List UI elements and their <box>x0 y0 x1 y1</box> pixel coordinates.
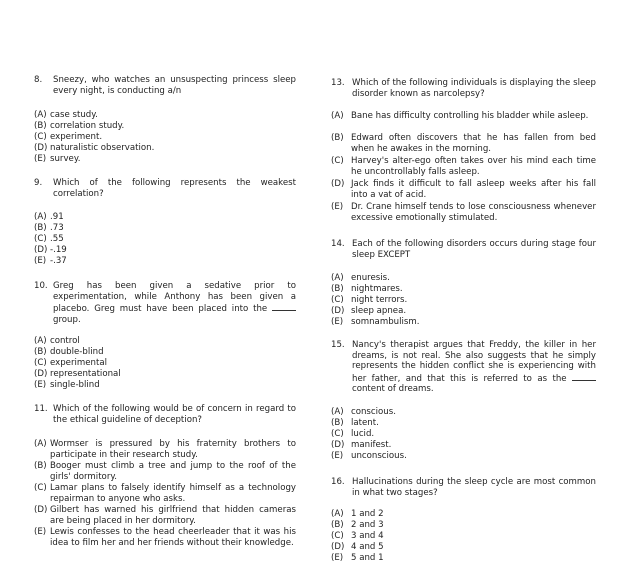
option-text: -.37 <box>50 256 67 266</box>
option-text: Jack finds it difficult to fall asleep weeks after his fall into a vat of acid. <box>351 179 596 200</box>
answer-option[interactable] <box>34 527 296 548</box>
question-text-end: group. <box>53 314 81 325</box>
option-label: (D) <box>331 179 345 189</box>
option-text: Lewis confesses to the head cheerleader that it was his idea to film her and her friends without their knowledge. <box>50 527 296 548</box>
question-14 <box>331 239 596 260</box>
answer-option[interactable] <box>34 369 121 380</box>
option-text: experimental <box>50 358 108 368</box>
option-label: (E) <box>34 154 47 164</box>
answer-option[interactable] <box>331 542 384 553</box>
option-text: 4 and 5 <box>351 542 384 552</box>
answer-option[interactable] <box>331 111 596 122</box>
option-text: night terrors. <box>351 295 408 305</box>
option-label: (E) <box>331 451 344 461</box>
question-text: Greg has been given a sedative prior to experimentation, while Anthony has been given a placebo. Greg must have been placed into the <box>53 281 296 315</box>
option-text: Bane has difficulty controlling his bladder while asleep. <box>351 111 589 121</box>
question-text: Nancy's therapist argues that Freddy, the killer in her dreams, is not real. She also suggests that he simply represents the hidden conflict she is experiencing with her father, and that this is referred to as the <box>352 340 596 384</box>
option-label: (C) <box>34 358 47 368</box>
option-label: (D) <box>331 440 345 450</box>
answer-option[interactable] <box>331 520 384 531</box>
option-text: experiment. <box>50 132 103 142</box>
answer-option[interactable] <box>331 509 384 520</box>
option-text: Wormser is pressured by his fraternity brothers to participate in their research study. <box>50 439 296 460</box>
option-label: (A) <box>331 509 344 519</box>
question-number: 16. <box>331 477 345 487</box>
option-text: somnambulism. <box>351 317 420 327</box>
answer-option[interactable] <box>331 133 596 154</box>
question-10 <box>34 281 296 325</box>
answer-option[interactable] <box>34 461 296 482</box>
option-label: (D) <box>34 143 48 153</box>
option-label: (B) <box>331 520 344 530</box>
answer-option[interactable] <box>331 429 374 440</box>
answer-option[interactable] <box>34 347 104 358</box>
option-label: (C) <box>34 234 47 244</box>
option-text: survey. <box>50 154 81 164</box>
answer-option[interactable] <box>331 156 596 177</box>
option-text: 3 and 4 <box>351 531 384 541</box>
option-label: (E) <box>331 553 344 563</box>
question-number: 9. <box>34 178 43 188</box>
option-text: .91 <box>50 212 64 222</box>
answer-option[interactable] <box>34 439 296 460</box>
option-text: 5 and 1 <box>351 553 384 563</box>
answer-option[interactable] <box>34 380 100 391</box>
option-label: (B) <box>34 461 47 471</box>
option-label: (A) <box>331 407 344 417</box>
option-text: conscious. <box>351 407 396 417</box>
answer-option[interactable] <box>34 121 124 132</box>
answer-option[interactable] <box>34 234 64 245</box>
option-text: -.19 <box>50 245 67 255</box>
answer-option[interactable] <box>34 110 98 121</box>
option-label: (C) <box>34 483 47 493</box>
question-text: Which of the following would be of concern in regard to the ethical guideline of deception? <box>53 404 296 425</box>
answer-option[interactable] <box>34 212 64 223</box>
answer-option[interactable] <box>331 306 406 317</box>
option-text: naturalistic observation. <box>50 143 155 153</box>
answer-option[interactable] <box>331 295 407 306</box>
option-text: double-blind <box>50 347 104 357</box>
question-9 <box>34 178 296 199</box>
option-text: Dr. Crane himself tends to lose consciousness whenever excessive emotionally stimulated. <box>351 202 596 223</box>
question-number: 13. <box>331 78 345 88</box>
option-label: (A) <box>331 273 344 283</box>
answer-option[interactable] <box>331 317 419 328</box>
option-label: (C) <box>331 156 344 166</box>
option-label: (C) <box>331 531 344 541</box>
option-text: case study. <box>50 110 98 120</box>
option-text: Gilbert has warned his girlfriend that hidden cameras are being placed in her dormitory. <box>50 505 296 526</box>
option-label: (D) <box>331 306 345 316</box>
answer-option[interactable] <box>34 256 67 267</box>
answer-option[interactable] <box>331 451 407 462</box>
answer-option[interactable] <box>331 440 391 451</box>
option-label: (C) <box>331 295 344 305</box>
question-text: Sneezy, who watches an unsuspecting princess sleep every night, is conducting a/n <box>53 75 296 96</box>
question-11 <box>34 404 296 425</box>
option-text: .55 <box>50 234 64 244</box>
option-text: Booger must climb a tree and jump to the roof of the girls' dormitory. <box>50 461 296 482</box>
option-text: single-blind <box>50 380 100 390</box>
question-text: Which of the following represents the weakest correlation? <box>53 178 296 199</box>
question-number: 11. <box>34 404 48 414</box>
question-text: Which of the following individuals is displaying the sleep disorder known as narcolepsy? <box>352 78 596 99</box>
answer-option[interactable] <box>34 154 80 165</box>
question-text: Each of the following disorders occurs during stage four sleep EXCEPT <box>352 239 596 260</box>
option-label: (B) <box>34 121 47 131</box>
option-label: (B) <box>331 418 344 428</box>
option-text: unconscious. <box>351 451 407 461</box>
option-text: sleep apnea. <box>351 306 407 316</box>
answer-option[interactable] <box>34 132 102 143</box>
option-text: manifest. <box>351 440 392 450</box>
option-text: Edward often discovers that he has fallen from bed when he awakes in the morning. <box>351 133 596 154</box>
option-text: representational <box>50 369 121 379</box>
answer-option[interactable] <box>331 202 596 223</box>
question-number: 15. <box>331 340 345 350</box>
question-number: 10. <box>34 281 48 291</box>
question-number: 8. <box>34 75 43 85</box>
option-label: (E) <box>34 380 47 390</box>
answer-option[interactable] <box>34 336 80 347</box>
answer-option[interactable] <box>34 223 64 234</box>
question-15 <box>331 340 596 395</box>
option-label: (D) <box>34 245 48 255</box>
answer-blank <box>272 302 296 311</box>
option-label: (A) <box>34 439 47 449</box>
answer-option[interactable] <box>331 531 384 542</box>
option-label: (B) <box>34 347 47 357</box>
option-label: (D) <box>34 369 48 379</box>
option-label: (D) <box>331 542 345 552</box>
answer-option[interactable] <box>331 407 396 418</box>
option-text: latent. <box>351 418 379 428</box>
option-text: nightmares. <box>351 284 403 294</box>
option-label: (E) <box>34 256 47 266</box>
option-label: (A) <box>34 336 47 346</box>
question-number: 14. <box>331 239 345 249</box>
option-text: Harvey's alter-ego often takes over his mind each time he uncontrollably falls asleep. <box>351 156 596 177</box>
option-label: (A) <box>34 110 47 120</box>
answer-option[interactable] <box>331 179 596 200</box>
option-text: control <box>50 336 80 346</box>
option-text: lucid. <box>351 429 375 439</box>
question-text: Hallucinations during the sleep cycle are most common in what two stages? <box>352 477 596 498</box>
answer-option[interactable] <box>34 505 296 526</box>
option-label: (A) <box>34 212 47 222</box>
option-label: (C) <box>34 132 47 142</box>
option-label: (E) <box>34 527 47 537</box>
option-label: (C) <box>331 429 344 439</box>
answer-option[interactable] <box>34 483 296 504</box>
option-text: Lamar plans to falsely identify himself as a technology repairman to anyone who asks. <box>50 483 296 504</box>
answer-option[interactable] <box>331 553 384 564</box>
option-label: (B) <box>331 284 344 294</box>
answer-option[interactable] <box>34 143 154 154</box>
option-text: enuresis. <box>351 273 390 283</box>
option-label: (B) <box>34 223 47 233</box>
option-label: (B) <box>331 133 344 143</box>
question-16 <box>331 477 596 498</box>
option-label: (D) <box>34 505 48 515</box>
option-text: 1 and 2 <box>351 509 384 519</box>
answer-blank <box>572 372 596 381</box>
answer-option[interactable] <box>331 284 403 295</box>
answer-option[interactable] <box>331 418 379 429</box>
answer-option[interactable] <box>34 245 67 256</box>
option-text: .73 <box>50 223 64 233</box>
answer-option[interactable] <box>331 273 390 284</box>
option-label: (E) <box>331 317 344 327</box>
option-text: correlation study. <box>50 121 125 131</box>
answer-option[interactable] <box>34 358 107 369</box>
question-8 <box>34 75 296 96</box>
option-text: 2 and 3 <box>351 520 384 530</box>
option-label: (E) <box>331 202 344 212</box>
question-13 <box>331 78 596 99</box>
option-label: (A) <box>331 111 344 121</box>
question-text-end: content of dreams. <box>352 384 434 395</box>
